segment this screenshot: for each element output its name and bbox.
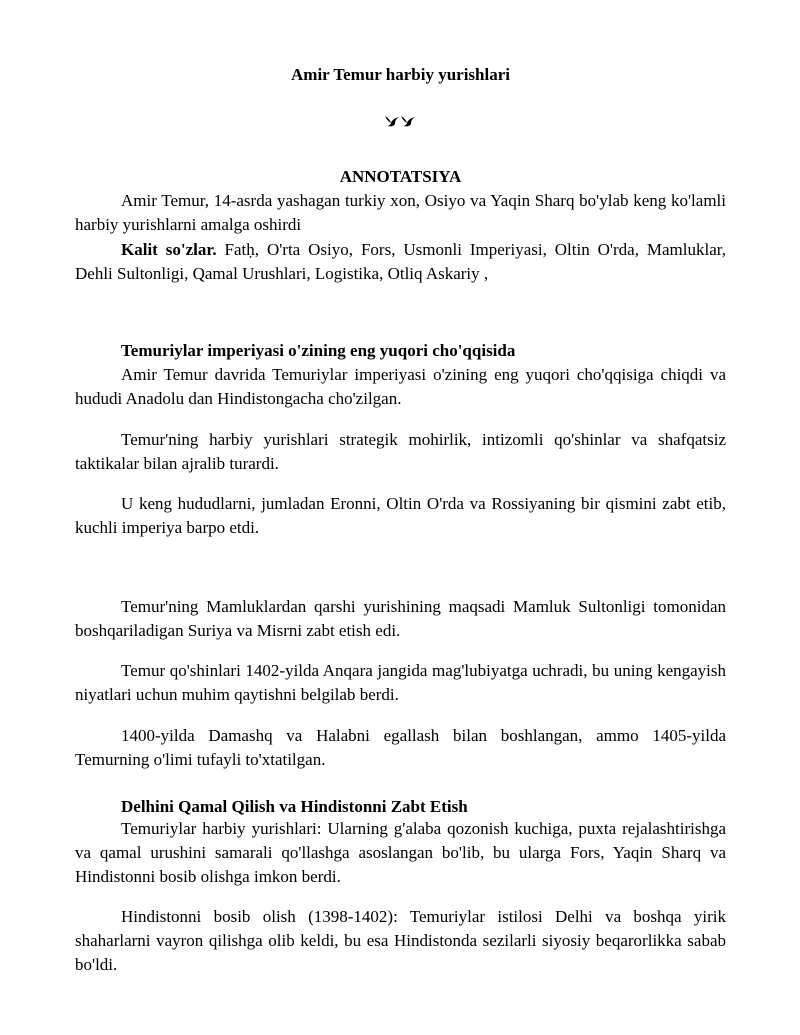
paragraph: Hindistonni bosib olish (1398-1402): Temuriylar istilosi Delhi va boshqa yirik shaharlarni vayron qilishga olib keldi, bu esa Hindistonda sezilarli siyosiy beqarorlikka sabab bo'ldi. [75,907,726,974]
section-heading-delhi-siege: Delhini Qamal Qilish va Hindistonni Zabt Etish [121,797,468,816]
paragraph: Amir Temur davrida Temuriylar imperiyasi o'zining eng yuqori cho'qqisiga chiqdi va hududi Anadolu dan Hindistongacha cho'zilgan. [75,365,726,408]
paragraph: Temur qo'shinlari 1402-yilda Anqara jangida mag'lubiyatga uchradi, bu uning kengayish niyatlari uchun muhim qaytishni belgilab berdi. [75,661,726,704]
keywords-label: Kalit so'zlar. [121,240,217,259]
document-title: Amir Temur harbiy yurishlari [291,65,510,84]
section-heading-empire-peak: Temuriylar imperiyasi o'zining eng yuqori cho'qqisida [121,341,516,360]
abstract-paragraph: Amir Temur, 14-asrda yashagan turkiy xon, Osiyo va Yaqin Sharq bo'ylab keng ko'lamli harbiy yurishlarni amalga oshirdi [75,191,726,234]
paragraph: Temur'ning harbiy yurishlari strategik mohirlik, intizomli qo'shinlar va shafqatsiz taktikalar bilan ajralib turardi. [75,430,726,473]
twin-bird-ornament-icon [75,113,726,133]
paragraph: U keng hududlarni, jumladan Eronni, Oltin O'rda va Rossiyaning bir qismini zabt etib, kuchli imperiya barpo etdi. [75,494,726,537]
paragraph: Temuriylar harbiy yurishlari: Ularning g'alaba qozonish kuchiga, puxta rejalashtirishga va qamal urushini samarali qo'llashga asoslangan bo'lib, bu ularga Fors, Yaqin Sharq va Hindistonni bosib olishga imkon berdi. [75,819,726,886]
paragraph: Temur'ning Mamluklardan qarshi yurishining maqsadi Mamluk Sultonligi tomonidan boshqariladigan Suriya va Misrni zabt etish edi. [75,597,726,640]
paragraph: 1400-yilda Damashq va Halabni egallash bilan boshlangan, ammo 1405-yilda Temurning o'limi tufayli to'xtatilgan. [75,726,726,769]
abstract-heading: ANNOTATSIYA [339,167,462,186]
keywords-list: Fatḥ, O'rta Osiyo, Fors, Usmonli Imperiyasi, Oltin O'rda, Mamluklar, Dehli Sultonligi, Qamal Urushlari, Logistika, Otliq Askariy , [75,240,726,283]
keywords-paragraph [75,238,726,286]
